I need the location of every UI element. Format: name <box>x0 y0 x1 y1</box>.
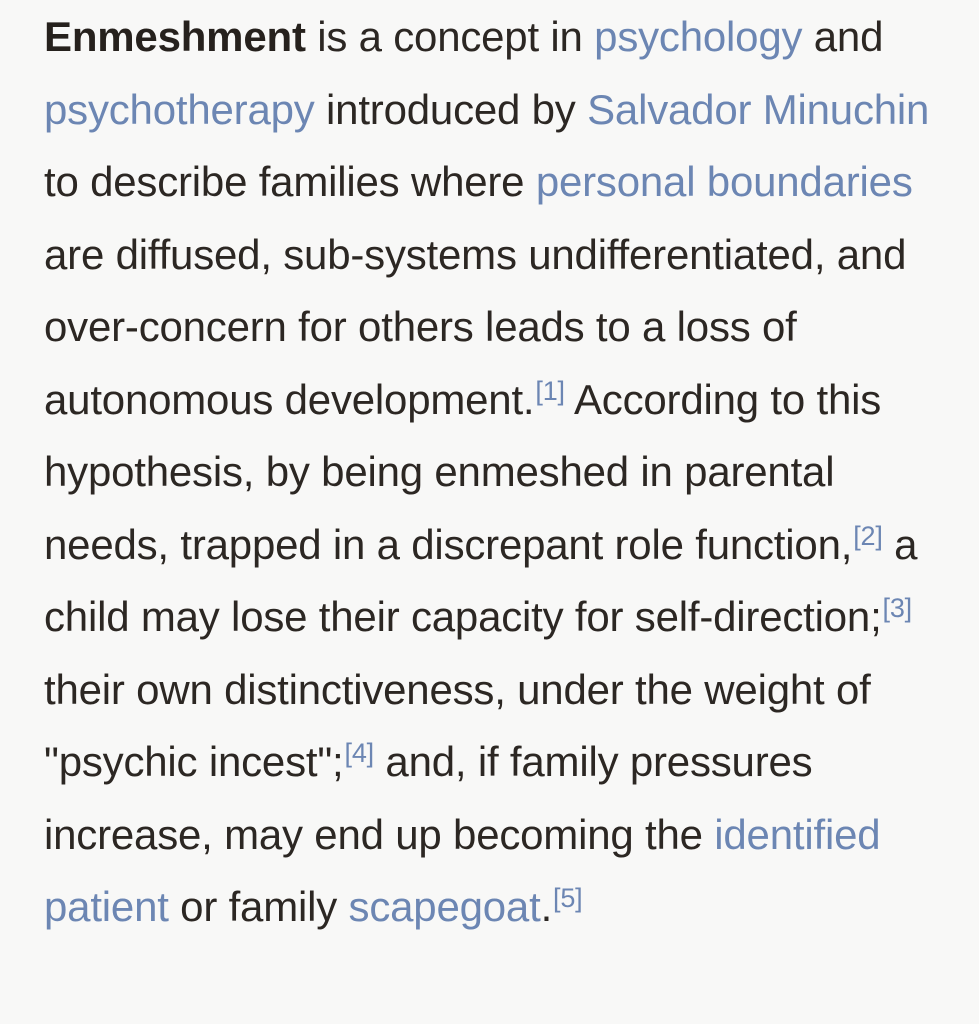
citation-link-5[interactable]: [5] <box>553 883 583 913</box>
citation-1[interactable] <box>535 376 564 406</box>
link-psychology[interactable]: psychology <box>594 13 803 60</box>
citation-link-3[interactable]: [3] <box>882 593 912 623</box>
article-body <box>44 0 944 944</box>
link-salvador-minuchin[interactable]: Salvador Minuchin <box>587 85 930 133</box>
text-segment: to describe families where <box>44 158 536 205</box>
text-segment: or family <box>168 883 349 930</box>
text-segment: a child may lose their capacity for self-direction; <box>44 520 918 640</box>
citation-3[interactable] <box>883 593 912 623</box>
citation-link-1[interactable]: [1] <box>535 375 565 406</box>
citation-link-2[interactable]: [2] <box>853 520 883 551</box>
citation-5[interactable] <box>553 883 582 913</box>
text-segment: According to this hypothesis, by being enmeshed in parental needs, trapped in a discrepant role function, <box>44 375 882 568</box>
link-scapegoat[interactable]: scapegoat <box>348 883 541 930</box>
citation-link-4[interactable]: [4] <box>344 738 374 768</box>
text-segment: is a concept in <box>305 13 595 60</box>
text-segment: their own distinctiveness, under the weight of "psychic incest"; <box>44 665 871 785</box>
text-segment: . <box>540 883 553 930</box>
text-segment: are diffused, sub-systems undifferentiated, and over-concern for others leads to a loss of autonomous development. <box>44 230 907 423</box>
intro-paragraph <box>44 0 944 944</box>
citation-2[interactable] <box>853 521 882 551</box>
article-term: Enmeshment <box>44 13 306 60</box>
text-segment: and, if family pressures increase, may end up becoming the <box>44 738 813 858</box>
text-segment: and <box>802 13 884 60</box>
link-psychotherapy[interactable]: psychotherapy <box>44 85 315 133</box>
link-identified-patient[interactable]: identified patient <box>44 810 881 930</box>
citation-4[interactable] <box>345 738 374 768</box>
text-segment: introduced by <box>314 85 588 133</box>
link-personal-boundaries[interactable]: personal boundaries <box>535 158 913 205</box>
